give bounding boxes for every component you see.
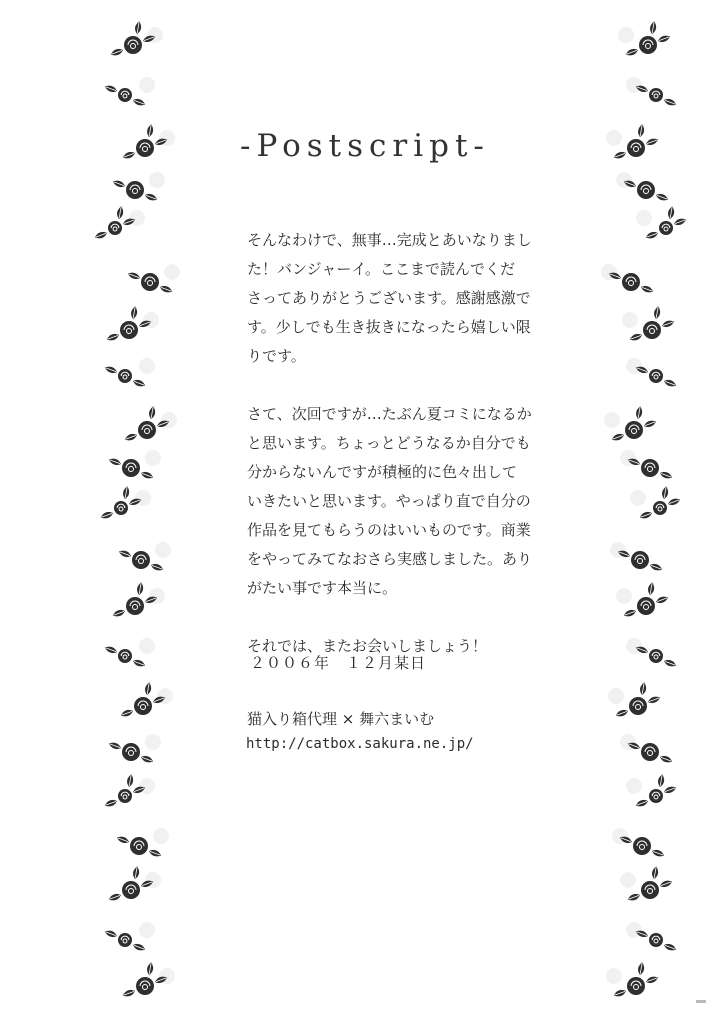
rose-icon — [622, 273, 640, 291]
rose-icon — [122, 881, 140, 899]
rose-icon — [653, 501, 667, 515]
website-url: http://catbox.sakura.ne.jp/ — [246, 736, 474, 752]
rose-icon — [637, 181, 655, 199]
text-line: をやってみてなおさら実感しました。あり — [247, 550, 533, 568]
text-line: さて、次回ですが…たぶん夏コミになるか — [247, 405, 532, 423]
rose-icon — [114, 501, 128, 515]
rose-icon — [625, 421, 643, 439]
postscript-body — [247, 226, 587, 661]
rose-icon — [122, 459, 140, 477]
rose-icon — [118, 649, 132, 663]
rose-icon — [118, 933, 132, 947]
rose-icon — [649, 369, 663, 383]
text-line: りです。 — [247, 347, 306, 365]
rose-icon — [627, 977, 645, 995]
text-line: す。少しでも生き抜きになったら嬉しい限 — [247, 318, 531, 336]
rose-icon — [136, 139, 154, 157]
rose-icon — [639, 36, 657, 54]
paragraph-2 — [247, 400, 587, 603]
paragraph-1 — [247, 226, 587, 371]
rose-icon — [141, 273, 159, 291]
rose-icon — [649, 649, 663, 663]
text-line: た！バンジャーイ。ここまで読んでくだ — [247, 260, 515, 278]
right-rose-border — [596, 0, 686, 1012]
rose-icon — [641, 459, 659, 477]
rose-icon — [134, 697, 152, 715]
rose-icon — [118, 88, 132, 102]
rose-icon — [637, 597, 655, 615]
rose-icon — [631, 551, 649, 569]
text-line: がたい事です本当に。 — [247, 579, 398, 597]
rose-icon — [118, 789, 132, 803]
text-line: 作品を見てもらうのはいいものです。商業 — [247, 521, 531, 539]
rose-icon — [122, 743, 140, 761]
text-line: それでは、またお会いしましょう！ — [247, 637, 488, 655]
rose-icon — [641, 881, 659, 899]
credit-line: 猫入り箱代理 × 舞六まいむ — [247, 710, 435, 728]
rose-icon — [627, 139, 645, 157]
text-line: さってありがとうございます。感謝感激で — [247, 289, 531, 307]
rose-icon — [126, 597, 144, 615]
rose-icon — [120, 321, 138, 339]
page-title: -Postscript- — [240, 128, 490, 164]
rose-icon — [130, 837, 148, 855]
rose-icon — [649, 789, 663, 803]
text-line: そんなわけで、無事…完成とあいなりまし — [247, 231, 532, 249]
rose-icon — [132, 551, 150, 569]
rose-icon — [649, 88, 663, 102]
rose-icon — [649, 933, 663, 947]
page-mark — [696, 1000, 706, 1003]
rose-icon — [643, 321, 661, 339]
date-line: ２００６年 １２月某日 — [250, 654, 427, 672]
rose-icon — [633, 837, 651, 855]
text-line: いきたいと思います。やっぱり直で自分の — [247, 492, 531, 510]
rose-icon — [629, 697, 647, 715]
rose-icon — [124, 36, 142, 54]
rose-icon — [136, 977, 154, 995]
left-rose-border — [95, 0, 185, 1012]
text-line: 分からないんですが積極的に色々出して — [247, 463, 518, 481]
rose-icon — [118, 369, 132, 383]
text-line: と思います。ちょっとどうなるか自分でも — [247, 434, 531, 452]
rose-icon — [126, 181, 144, 199]
rose-icon — [108, 221, 122, 235]
rose-icon — [659, 221, 673, 235]
rose-icon — [641, 743, 659, 761]
rose-icon — [138, 421, 156, 439]
